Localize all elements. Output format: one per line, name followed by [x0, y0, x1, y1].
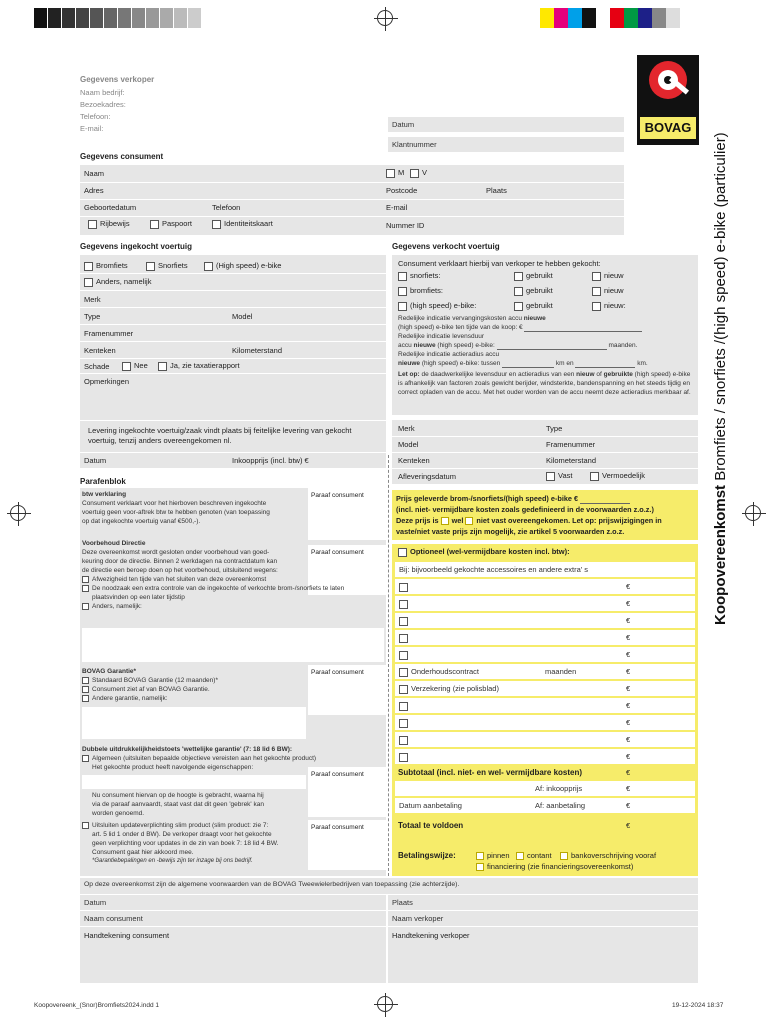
- print-date: 19-12-2024 18:37: [672, 1002, 724, 1009]
- accu-cost-text: Redelijke indicatie vervangingskosten accu nieuwe (high speed) e-bike ten tijde van de koop: € Redelijke indicatie levensduur accu nieuwe (high speed) e-bike: maanden. Redelijke indicatie actieradius accu nieuwe (high speed) e-bike: tussen km en km. Let op: de daadwerkelijke levensduur en actieradius van een nieuw of gebruikte (high speed) e-bike is afhankelijk van factoren zoals gewicht berijder, windsterkte, bandenspanning en het steeds tijdig en correct opladen van de accu. Met het ouder worden van de accu neemt deze actieradius merkbaar af.: [398, 315, 691, 396]
- sold-vermoedelijk-checkbox[interactable]: Vermoedelijk: [590, 471, 645, 481]
- footer-naam-verkoper[interactable]: Naam verkoper: [388, 911, 698, 926]
- footer-datum[interactable]: Datum: [80, 895, 386, 910]
- footer-plaats[interactable]: Plaats: [388, 895, 698, 910]
- dubbele-toets: Dubbele uitdrukkelijkheidstoets 'wettelijke garantie' (7: 18 lid 6 BW): Algemeen (uitsluiten bepaalde objectieve vereisten aan het gekochte product) Het gekochte product heeft navolgende eigenschappen:: [82, 746, 317, 771]
- tradein-datum-label: Datum: [84, 456, 107, 465]
- email-label: E-mail: [386, 203, 408, 212]
- paraaf-box[interactable]: Paraaf consument: [308, 767, 386, 817]
- optional-row[interactable]: [395, 613, 695, 628]
- optional-row[interactable]: [395, 698, 695, 713]
- price-block: Prijs geleverde brom-/snorfiets/(high speed) e-bike € (incl. niet- vermijdbare kosten zoals gedefinieerd in de voorwaarden z.o.z.) Deze prijs is wel niet vast overeengekomen. Let op: prijswijzigingen in vaste/niet vaste prijs zijn mogelijk, zie artikel 5 voorwaarden z.o.z.: [392, 490, 698, 540]
- datum-field[interactable]: Datum: [388, 117, 624, 132]
- rijbewijs-checkbox[interactable]: Rijbewijs: [88, 219, 130, 229]
- sold-row-bromfiets[interactable]: bromfiets:: [398, 286, 443, 296]
- euro-sign: €: [626, 650, 631, 659]
- euro-sign: €: [626, 821, 631, 830]
- optional-example: Bij: bijvoorbeeld gekochte accessoires en andere extra' s: [395, 562, 695, 577]
- tradein-schade-nee[interactable]: Nee: [122, 361, 148, 371]
- sold-model-label: Model: [398, 440, 419, 449]
- handtekening-consument-label: Handtekening consument: [84, 931, 170, 940]
- naam-label: Naam: [84, 169, 105, 178]
- sold-afleveringsdatum-label: Afleveringsdatum: [398, 472, 456, 481]
- euro-sign: €: [626, 582, 631, 591]
- klantnummer-field[interactable]: Klantnummer: [388, 137, 624, 152]
- btw-verklaring: btw verklaring Consument verklaart voor het hierboven beschreven ingekochte voertuig geen voor-aftrek btw te hebben genoten (van toepassing op dat ingekochte voertuig vanaf €500,-).: [82, 491, 270, 525]
- tradein-schade-label: Schade: [84, 362, 110, 371]
- dubbele-toets-text: Nu consument hiervan op de hoogte is gebracht, waarna hij via de paraaf aanvaardt, staat vast dat dit geen 'gebrek' kan worden genoemd.: [92, 792, 264, 817]
- update-uitsluiting: Uitsluiten updateverplichting slim product (slim product: zie 7: art. 5 lid 1 onder d BW). De verkoper draagt voor het gekochte geen verplichting voor updates in de zin van boek 7: 18 lid 4 BW. Consument gaat hier akkoord mee. *Garantiebepalingen en -bewijs zijn ter inzage bij ons bedrijf.: [82, 821, 306, 866]
- eigenschappen-field[interactable]: [82, 775, 306, 789]
- document-title: Koopovereenkomst Bromfiets / snorfiets /(high speed) e-bike (particulier): [712, 132, 729, 625]
- totaal-label: Totaal te voldoen: [398, 821, 464, 830]
- sold-title: Gegevens verkocht voertuig: [392, 242, 500, 251]
- seller-title: Gegevens verkoper: [80, 75, 155, 84]
- sold-kilometerstand-label: Kilometerstand: [546, 456, 597, 465]
- sold-merk-label: Merk: [398, 424, 415, 433]
- postcode-label: Postcode: [386, 186, 418, 195]
- registration-mark-icon: [10, 505, 26, 521]
- tradein-title: Gegevens ingekocht voertuig: [80, 242, 193, 251]
- logo-circle-icon: [649, 61, 687, 99]
- euro-sign: €: [626, 801, 631, 810]
- gender-v[interactable]: V: [410, 168, 427, 178]
- paraaf-box[interactable]: Paraaf consument: [308, 545, 386, 595]
- voorbehoud-directie: Voorbehoud Directie Deze overeenkomst wordt gesloten onder voorbehoud van goed- keuring door de directie. Binnen 2 werkdagen na contractdatum kan de directie een beroep doen op het voorbehoud, uitsluitend wegens: Afwezigheid ten tijde van het sluiten van deze overeenkomst De noodzaak een extra controle van de ingekochte of verkochte brom-/snorfiets te laten plaatsvinden op een later tijdstip Anders, namelijk:: [82, 540, 345, 610]
- optional-row[interactable]: [395, 596, 695, 611]
- consumer-title: Gegevens consument: [80, 152, 164, 161]
- aanbetaling-row[interactable]: Datum aanbetaling Af: aanbetaling: [395, 798, 695, 813]
- sold-row-ebike[interactable]: (high speed) e-bike:: [398, 301, 476, 311]
- sold-snorfiets-gebruikt[interactable]: gebruikt: [514, 271, 553, 281]
- betaalwijze-label: Betalingswijze:: [398, 851, 456, 860]
- tradein-levering-text: Levering ingekochte voertuig/zaak vindt plaats bij feitelijke levering van gekocht voertuig, tenzij anders overeengekomen nl.: [88, 426, 352, 445]
- tradein-ebike-checkbox[interactable]: (High speed) e-bike: [204, 261, 281, 271]
- andere-garantie-field[interactable]: [82, 707, 306, 739]
- euro-sign: €: [626, 784, 631, 793]
- sold-ebike-nieuw[interactable]: nieuw:: [592, 301, 626, 311]
- optional-title: Optioneel (wel-vermijdbare kosten incl. btw):: [398, 547, 570, 557]
- logo-text: BOVAG: [640, 117, 696, 139]
- euro-sign: €: [626, 752, 631, 761]
- bovag-garantie: BOVAG Garantie* Standaard BOVAG Garantie (12 maanden)* Consument ziet af van BOVAG Garantie. Andere garantie, namelijk:: [82, 668, 218, 702]
- gender-m[interactable]: M: [386, 168, 404, 178]
- euro-sign: €: [626, 667, 631, 676]
- crop-greyscale-bar: [34, 8, 202, 28]
- optional-row[interactable]: [395, 579, 695, 594]
- anders-namelijk-field[interactable]: [82, 628, 384, 662]
- plaats-label: Plaats: [486, 186, 507, 195]
- seller-company: Naam bedrijf:: [80, 88, 125, 97]
- tradein-framenummer-label: Framenummer: [84, 329, 134, 338]
- seller-phone: Telefoon:: [80, 112, 111, 121]
- subtotaal-label: Subtotaal (incl. niet- en wel- vermijdbare kosten): [398, 768, 583, 777]
- bovag-logo: [637, 55, 699, 145]
- handtekening-verkoper-label: Handtekening verkoper: [392, 931, 470, 940]
- tradein-opmerkingen-label: Opmerkingen: [84, 377, 130, 386]
- euro-sign: €: [626, 768, 631, 777]
- pinnen-checkbox[interactable]: pinnen: [476, 851, 510, 860]
- optional-row[interactable]: [395, 732, 695, 747]
- optional-row-onderhoud[interactable]: Onderhoudscontract maanden: [395, 664, 695, 679]
- footer-naam-consument[interactable]: Naam consument: [80, 911, 386, 926]
- footer-note: Op deze overeenkomst zijn de algemene voorwaarden van de BOVAG Tweewielerbedrijven van toepassing (zie achterzijde).: [84, 881, 460, 888]
- registration-mark-icon: [745, 505, 761, 521]
- sold-vast-checkbox[interactable]: Vast: [546, 471, 572, 481]
- euro-sign: €: [626, 701, 631, 710]
- euro-sign: €: [626, 616, 631, 625]
- contant-checkbox[interactable]: contant: [516, 851, 552, 860]
- optional-row[interactable]: [395, 647, 695, 662]
- sold-kenteken-label: Kenteken: [398, 456, 430, 465]
- euro-sign: €: [626, 735, 631, 744]
- financiering-checkbox[interactable]: financiering (zie financieringsovereenkomst): [476, 862, 633, 871]
- registration-mark-icon: [377, 10, 393, 26]
- nummer-id-label: Nummer ID: [386, 221, 425, 230]
- tradein-kilometerstand-label: Kilometerstand: [232, 346, 283, 355]
- tradein-anders-checkbox[interactable]: Anders, namelijk: [84, 277, 151, 287]
- tradein-bromfiets-checkbox[interactable]: Bromfiets: [84, 261, 128, 271]
- optional-row-verzekering[interactable]: Verzekering (zie polisblad): [395, 681, 695, 696]
- optional-row[interactable]: [395, 749, 695, 764]
- tradein-inkoopprijs-label: Inkoopprijs (incl. btw) €: [232, 456, 309, 465]
- tradein-schade-ja[interactable]: Ja, zie taxatierapport: [158, 361, 240, 371]
- tradein-kenteken-label: Kenteken: [84, 346, 116, 355]
- paraf-title: Parafenblok: [80, 477, 126, 486]
- adres-label: Adres: [84, 186, 104, 195]
- geboortedatum-label: Geboortedatum: [84, 203, 137, 212]
- tradein-snorfiets-checkbox[interactable]: Snorfiets: [146, 261, 188, 271]
- optional-row[interactable]: [395, 715, 695, 730]
- sold-bromfiets-nieuw[interactable]: nieuw: [592, 286, 624, 296]
- file-name: Koopovereenk_(Snor)Bromfiets2024.indd 1: [34, 1002, 160, 1009]
- bank-checkbox[interactable]: bankoverschrijving vooraf: [560, 851, 656, 860]
- seller-address: Bezoekadres:: [80, 100, 126, 109]
- crop-color-bar: [540, 8, 680, 28]
- registration-mark-icon: [377, 996, 393, 1012]
- dashed-divider: [388, 455, 389, 876]
- sold-intro: Consument verklaart hierbij van verkoper te hebben gekocht:: [398, 259, 601, 268]
- euro-sign: €: [626, 599, 631, 608]
- tradein-model-label: Model: [232, 312, 253, 321]
- euro-sign: €: [626, 718, 631, 727]
- paspoort-checkbox[interactable]: Paspoort: [150, 219, 192, 229]
- sold-snorfiets-nieuw[interactable]: nieuw: [592, 271, 624, 281]
- paraaf-box[interactable]: Paraaf consument: [308, 820, 386, 870]
- identiteitskaart-checkbox[interactable]: Identiteitskaart: [212, 219, 273, 229]
- optional-row[interactable]: [395, 630, 695, 645]
- sold-type-label: Type: [546, 424, 563, 433]
- euro-sign: €: [626, 684, 631, 693]
- tradein-type-label: Type: [84, 312, 101, 321]
- paraaf-box[interactable]: Paraaf consument: [308, 665, 386, 715]
- seller-email: E-mail:: [80, 124, 104, 133]
- sold-row-snorfiets[interactable]: snorfiets:: [398, 271, 440, 281]
- sold-framenummer-label: Framenummer: [546, 440, 596, 449]
- sold-ebike-gebruikt[interactable]: gebruikt: [514, 301, 553, 311]
- euro-sign: €: [626, 633, 631, 642]
- sold-bromfiets-gebruikt[interactable]: gebruikt: [514, 286, 553, 296]
- paraaf-box[interactable]: Paraaf consument: [308, 488, 386, 540]
- af-inkoopprijs-row[interactable]: Af: inkoopprijs: [395, 781, 695, 796]
- telefoon-label: Telefoon: [212, 203, 241, 212]
- tradein-merk-label: Merk: [84, 295, 101, 304]
